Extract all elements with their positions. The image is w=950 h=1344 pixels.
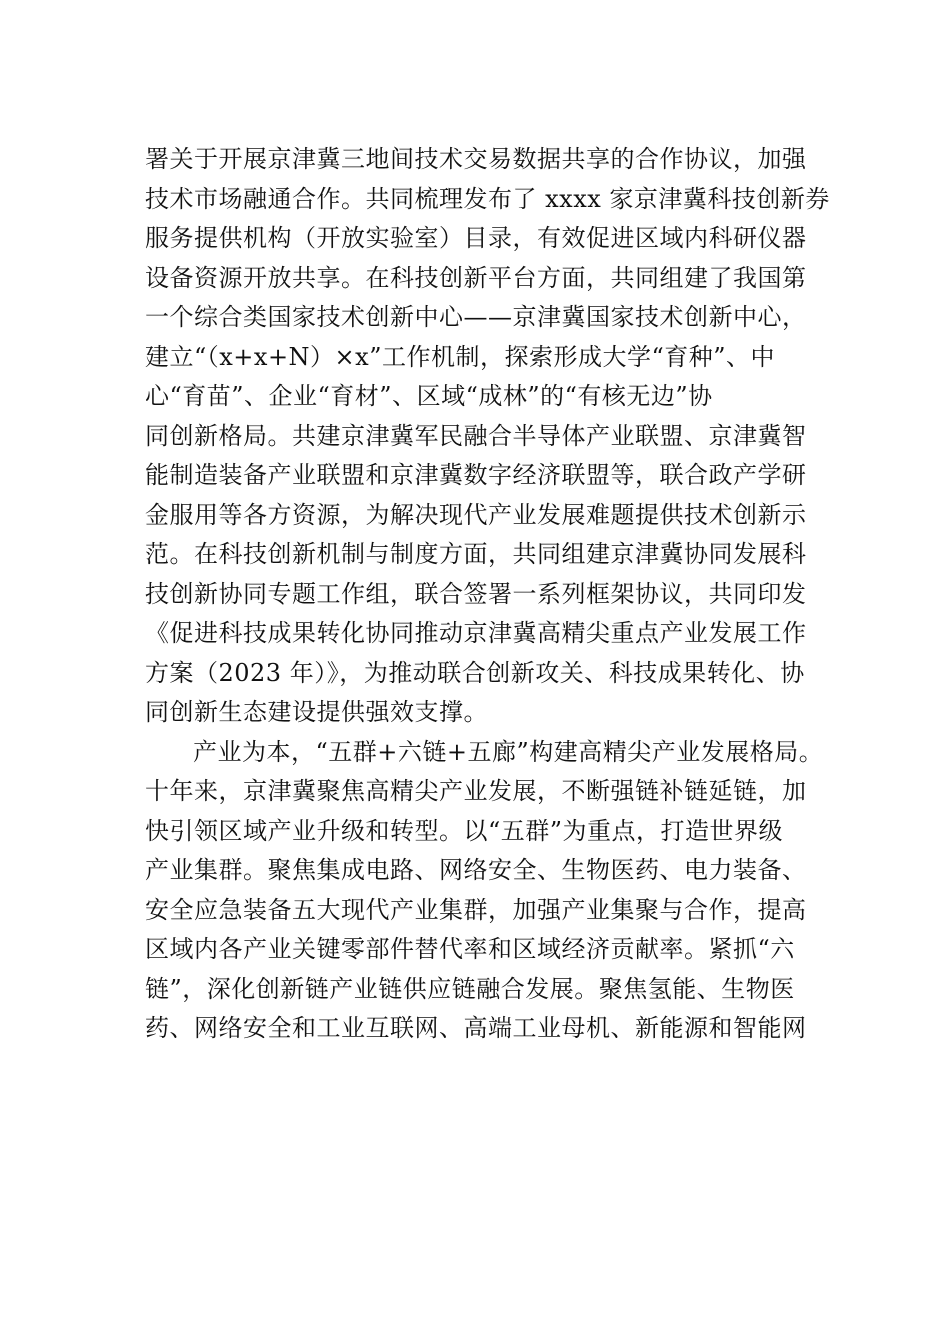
text-line: 产业集群。聚焦集成电路、网络安全、生物医药、电力装备、 xyxy=(145,856,807,884)
text-line: 心“育苗”、企业“育材”、区域“成林”的“有核无边”协 xyxy=(145,382,713,410)
text-line: 快引领区域产业升级和转型。以“五群”为重点，打造世界级 xyxy=(145,816,784,845)
text-line: 安全应急装备五大现代产业集群，加强产业集聚与合作，提高 xyxy=(145,895,807,924)
text-line: 设备资源开放共享。在科技创新平台方面，共同组建了我国第 xyxy=(145,263,807,292)
text-line: 署关于开展京津冀三地间技术交易数据共享的合作协议，加强 xyxy=(145,145,807,173)
text-line: 建立“（x+x+N）×x”工作机制，探索形成大学“育种”、中 xyxy=(145,342,776,371)
text-line: 药、网络安全和工业互联网、高端工业母机、新能源和智能网 xyxy=(145,1014,807,1042)
text-line: 服务提供机构（开放实验室）目录，有效促进区域内科研仪器 xyxy=(145,224,807,252)
text-line: 技术市场融通合作。共同梳理发布了 xxxx 家京津冀科技创新券 xyxy=(145,184,830,213)
text-line: 区域内各产业关键零部件替代率和区域经济贡献率。紧抓“六 xyxy=(145,935,795,963)
text-line: 同创新格局。共建京津冀军民融合半导体产业联盟、京津冀智 xyxy=(145,421,807,450)
text-line: 《促进科技成果转化协同推动京津冀高精尖重点产业发展工作 xyxy=(145,619,807,647)
paragraph-start-line: 产业为本，“五群+六链+五廊”构建高精尖产业发展格局。 xyxy=(193,737,824,766)
text-line: 能制造装备产业联盟和京津冀数字经济联盟等，联合政产学研 xyxy=(145,461,807,489)
document-body xyxy=(145,140,830,1049)
text-line: 范。在科技创新机制与制度方面，共同组建京津冀协同发展科 xyxy=(145,540,807,568)
text-line: 链”，深化创新链产业链供应链融合发展。聚焦氢能、生物医 xyxy=(145,974,795,1003)
text-line: 十年来，京津冀聚焦高精尖产业发展，不断强链补链延链，加 xyxy=(145,777,807,805)
text-line: 技创新协同专题工作组，联合签署一系列框架协议，共同印发 xyxy=(145,579,807,608)
text-line: 金服用等各方资源，为解决现代产业发展难题提供技术创新示 xyxy=(145,500,807,529)
text-line: 一个综合类国家技术创新中心——京津冀国家技术创新中心， xyxy=(145,303,807,331)
text-line: 同创新生态建设提供强效支撑。 xyxy=(145,698,488,726)
text-line: 方案（2023 年）》，为推动联合创新攻关、科技成果转化、协 xyxy=(145,658,805,687)
